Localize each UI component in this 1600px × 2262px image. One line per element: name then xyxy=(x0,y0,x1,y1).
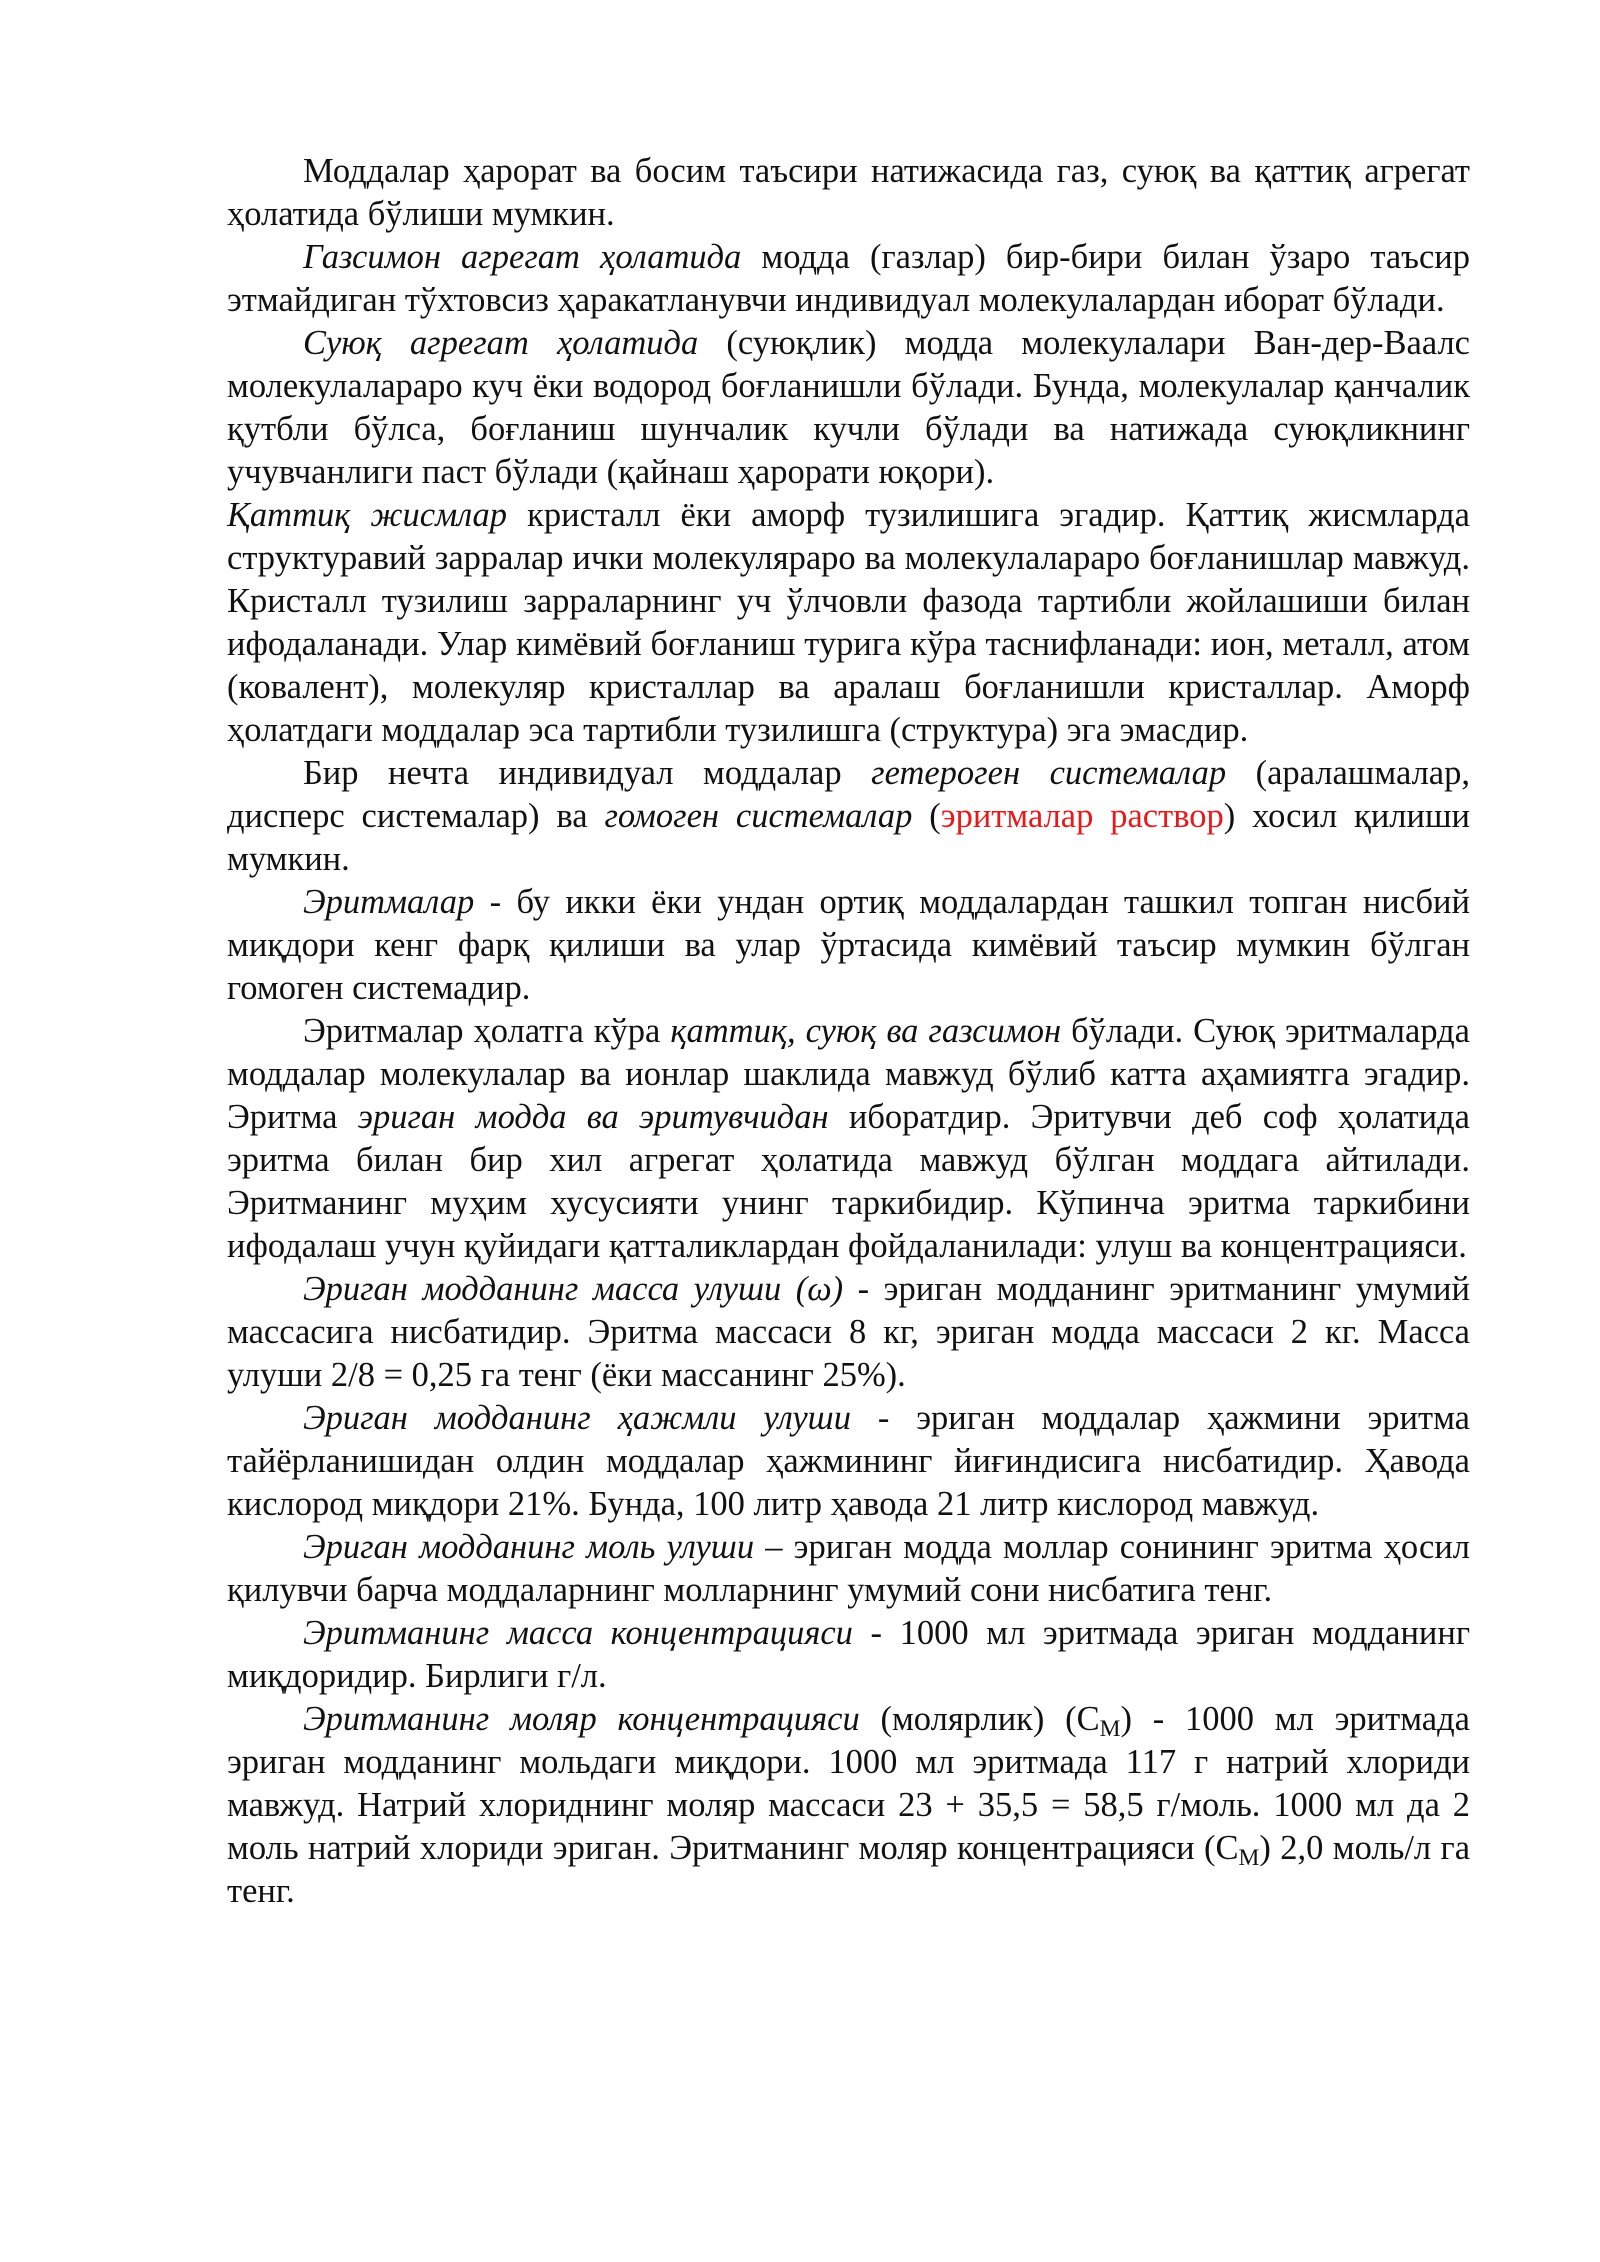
term-solid-bodies: Қаттиқ жисмлар xyxy=(227,496,508,534)
paragraph-text: - 1000 мл эритмада эриган модданинг миқдоридир. Бирлиги г/л. xyxy=(227,1614,1470,1695)
highlighted-term-solutions: эритмалар раствор xyxy=(940,797,1224,835)
term-homogeneous-systems: гомоген системалар xyxy=(604,797,913,835)
term-solute-and-solvent: эриган модда ва эритувчидан xyxy=(357,1098,829,1136)
paragraph-mass-concentration xyxy=(227,1612,1470,1698)
paragraph-text: Моддалар ҳарорат ва босим таъсири натижасида газ, суюқ ва қаттиқ агрегат ҳолатида бўлиши мумкин. xyxy=(227,152,1470,233)
paragraph-volume-fraction xyxy=(227,1397,1470,1526)
paragraph-molar-concentration xyxy=(227,1698,1470,1913)
term-molar-concentration: Эритманинг моляр концентрацияси xyxy=(303,1700,860,1738)
paragraph-text: Эритмалар ҳолатга кўра xyxy=(303,1012,671,1050)
term-mass-concentration: Эритманинг масса концентрацияси xyxy=(303,1614,853,1652)
paragraph-liquid-state xyxy=(227,322,1470,494)
paragraph-text: (аралашмалар, дисперс системалар) ва xyxy=(227,754,1470,835)
term-solid-liquid-gaseous: қаттиқ, суюқ ва газсимон xyxy=(670,1012,1062,1050)
paragraph-text: модда (газлар) бир-бири билан ўзаро таъсир этмайдиган тўхтовсиз ҳаракатланувчи индивидуал молекулалардан иборат бўлади. xyxy=(227,238,1470,319)
paragraph-text: - бу икки ёки ундан ортиқ моддалардан ташкил топган нисбий миқдори кенг фарқ қилиши ва улар ўртасида кимёвий таъсир мумкин бўлган гомоген системадир. xyxy=(227,883,1470,1007)
paragraph-text: (суюқлик) модда молекулалари Ван-дер-Ваалс молекулалараро куч ёки водород боғланишли бўлади. Бунда, молекулалар қанчалик қутбли бўлса, боғланиш шунчалик кучли бўлади ва натижада суюқликнинг учувчанлиги паст бўлади (қайнаш ҳарорати юқори). xyxy=(227,324,1470,491)
paragraph-text: – эриган модда моллар сонининг эритма ҳосил қилувчи барча моддаларнинг молларнинг умумий сони нисбатига тенг. xyxy=(227,1528,1470,1609)
paragraph-aggregate-states xyxy=(227,150,1470,236)
term-solutions: Эритмалар xyxy=(303,883,475,921)
term-volume-fraction: Эриган модданинг ҳажмли улуши xyxy=(303,1399,851,1437)
paragraph-mole-fraction xyxy=(227,1526,1470,1612)
term-mass-fraction: Эриган модданинг масса улуши (ω) xyxy=(303,1270,844,1308)
paragraph-text: кристалл ёки аморф тузилишига эгадир. Қаттиқ жисмларда структуравий зарралар ички молекуляраро ва молекулалараро боғланишлар мавжуд. Кристалл тузилиш зарраларнинг уч ўлчовли фазода тартибли жойлашиши билан ифодаланади. Улар кимёвий боғланиш турига кўра таснифланади: ион, металл, атом (ковалент), молекуляр кристаллар ва аралаш боғланишли кристаллар. Аморф ҳолатдаги моддалар эса тартибли тузилишга (структура) эга эмасдир. xyxy=(227,496,1470,749)
paragraph-text: иборатдир. Эритувчи деб соф ҳолатида эритма билан бир хил агрегат ҳолатида мавжуд бўлган моддага айтилади. Эритманинг муҳим хусусияти унинг таркибидир. Кўпинча эритма таркибини ифодалаш учун қуйидаги қатталиклардан фойдаланилади: улуш ва концентрацияси. xyxy=(227,1098,1471,1265)
paragraph-text: ) хосил қилиши мумкин. xyxy=(227,797,1470,878)
paragraph-mass-fraction xyxy=(227,1268,1470,1397)
paragraph-solid-state xyxy=(227,494,1470,752)
paragraph-text: ( xyxy=(912,797,941,835)
paragraph-solution-states xyxy=(227,1010,1470,1268)
paragraph-gaseous-state xyxy=(227,236,1470,322)
term-heterogeneous-systems: гетероген системалар xyxy=(871,754,1227,792)
paragraph-text: ) - 1000 мл эритмада эриган модданинг мольдаги миқдори. 1000 мл эритмада 117 г натрий хлориди мавжуд. Натрий хлориднинг моляр массаси 23 + 35,5 = 58,5 г/моль. 1000 мл да 2 моль натрий хлориди эриган. Эритманинг моляр концентрацияси (C xyxy=(227,1700,1470,1867)
paragraph-solutions-definition xyxy=(227,881,1470,1010)
term-liquid-state: Суюқ агрегат ҳолатида xyxy=(303,324,699,362)
paragraph-text: - эриган модданинг эритманинг умумий массасига нисбатидир. Эритма массаси 8 кг, эриган модда массаси 2 кг. Масса улуши 2/8 = 0,25 га тенг (ёки массанинг 25%). xyxy=(227,1270,1470,1394)
term-mole-fraction: Эриган модданинг моль улуши xyxy=(303,1528,755,1566)
subscript-m: M xyxy=(1238,1844,1260,1871)
paragraph-text: (молярлик) (C xyxy=(859,1700,1100,1738)
paragraph-text: - эриган моддалар ҳажмини эритма тайёрланишидан олдин моддалар ҳажмининг йиғиндисига нисбатидир. Ҳавода кислород миқдори 21%. Бунда, 100 литр ҳавода 21 литр кислород мавжуд. xyxy=(227,1399,1470,1523)
subscript-m: M xyxy=(1099,1715,1121,1742)
term-gaseous-state: Газсимон агрегат ҳолатида xyxy=(303,238,742,276)
document-body xyxy=(227,150,1470,1913)
paragraph-text: Бир нечта индивидуал моддалар xyxy=(303,754,872,792)
paragraph-text: ) 2,0 моль/л га тенг. xyxy=(227,1829,1471,1910)
paragraph-text: бўлади. Суюқ эритмаларда моддалар молекулалар ва ионлар шаклида мавжуд бўлиб катта аҳамиятга эгадир. Эритма xyxy=(227,1012,1470,1136)
paragraph-systems xyxy=(227,752,1470,881)
